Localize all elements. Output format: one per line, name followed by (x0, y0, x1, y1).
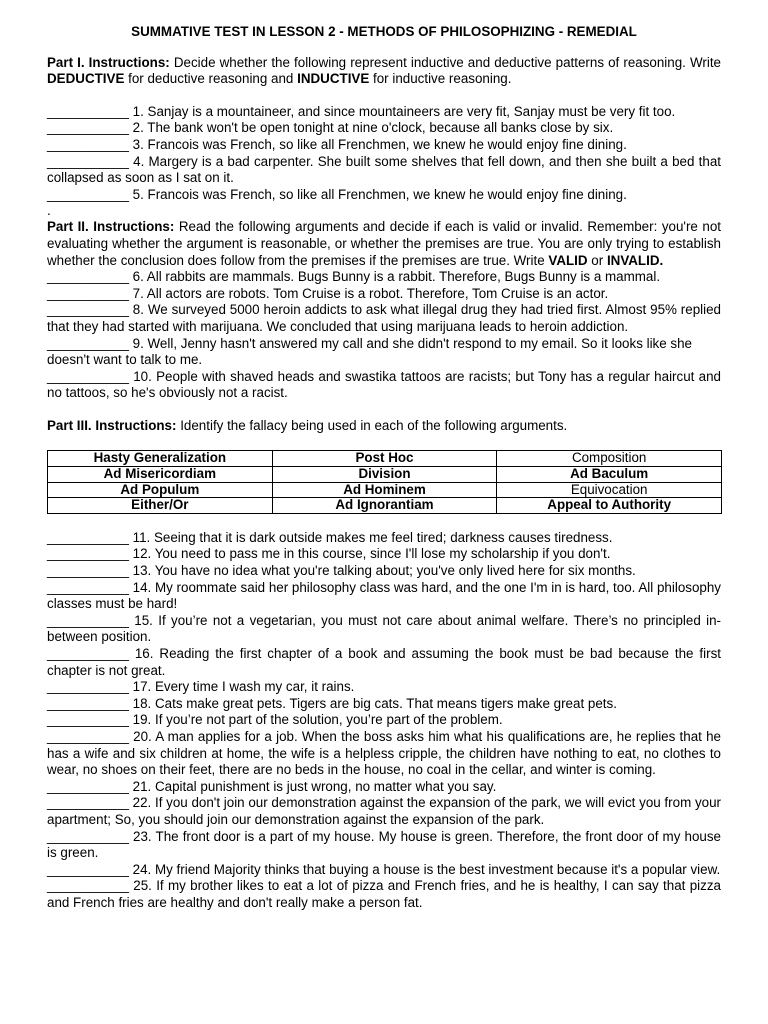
part2-bold-invalid: INVALID. (606, 252, 664, 268)
answer-blank[interactable]: ___________ (47, 646, 129, 661)
question-item (47, 187, 721, 204)
question-text: 3. Francois was French, so like all Frenchmen, we knew he would enjoy fine dining. (128, 136, 627, 152)
question-text: 17. Every time I wash my car, it rains. (128, 679, 355, 695)
question-text: 6. All rabbits are mammals. Bugs Bunny is a rabbit. Therefore, Bugs Bunny is a mammal. (128, 269, 661, 285)
question-text: 22. If you don't join our demonstration against the expansion of the park, we will evict you from your apartment; So, you should join our demonstration against the expansion of the park. (47, 795, 721, 827)
question-item (47, 104, 721, 121)
question-item (47, 829, 721, 862)
question-text: 2. The bank won't be open tonight at nine o'clock, because all banks close by six. (128, 120, 614, 136)
fallacy-cell: Post Hoc (272, 451, 497, 467)
question-item (47, 302, 721, 335)
fallacy-row (48, 451, 722, 467)
part1-instructions (47, 55, 721, 88)
fallacy-cell: Ad Ignorantiam (272, 498, 497, 514)
answer-blank[interactable]: ___________ (47, 285, 129, 301)
fallacy-row (48, 467, 722, 483)
question-text: 25. If my brother likes to eat a lot of pizza and French fries, and he is healthy, I can say that pizza and French fries are healthy and don't really make a person fat. (47, 878, 721, 910)
question-item (47, 352, 721, 369)
fallacy-cell: Division (272, 467, 497, 483)
question-item (47, 679, 721, 696)
part1-text3: for inductive reasoning. (369, 71, 512, 87)
question-text: 4. Margery is a bad carpenter. She built some shelves that fell down, and then she built a bed that collapsed as soon as I sat on it. (47, 153, 721, 186)
part2-instructions (47, 219, 721, 269)
question-text: 14. My roommate said her philosophy class was hard, and the one I'm in is hard, too. All philosophy classes must be hard! (47, 579, 721, 612)
question-item (47, 795, 721, 828)
question-item (47, 546, 721, 563)
part1-bold-inductive: INDUCTIVE (297, 71, 370, 87)
part3-heading: Part III. Instructions: (47, 417, 177, 433)
fallacy-cell: Ad Hominem (272, 482, 497, 498)
question-item (47, 613, 721, 646)
part1-item-list (47, 104, 721, 204)
fallacy-table (47, 450, 722, 513)
part2-bold-valid: VALID (548, 252, 588, 268)
part2-text2: or (587, 252, 607, 268)
question-text: 8. We surveyed 5000 heroin addicts to ask what illegal drug they had tried first. Almost 95% replied that they had started with marijuana. We concluded that using marijuana leads to heroin addiction. (47, 302, 721, 334)
part3-text1: Identify the fallacy being used in each of the following arguments. (176, 417, 568, 433)
answer-blank[interactable]: ___________ (47, 153, 129, 169)
question-text: 9. Well, Jenny hasn't answered my call and she didn't respond to my email. So it looks like she (128, 335, 693, 351)
fallacy-row (48, 482, 722, 498)
answer-blank[interactable]: ___________ (47, 861, 129, 877)
part3-item-list (47, 530, 721, 912)
answer-blank[interactable]: ___________ (47, 563, 129, 579)
question-item (47, 712, 721, 729)
question-text: 7. All actors are robots. Tom Cruise is a robot. Therefore, Tom Cruise is an actor. (128, 285, 609, 301)
fallacy-cell: Composition (497, 451, 722, 467)
part1-bold-deductive: DEDUCTIVE (47, 71, 125, 87)
question-text: 10. People with shaved heads and swastika tattoos are racists; but Tony has a regular haircut and no tattoos, so he's obviously not a racist. (47, 368, 721, 401)
answer-blank[interactable]: ___________ (47, 579, 129, 595)
question-item (47, 729, 721, 779)
answer-blank[interactable]: ___________ (47, 529, 129, 545)
answer-blank[interactable]: ___________ (47, 778, 129, 794)
fallacy-cell: Either/Or (48, 498, 273, 514)
answer-blank[interactable]: ___________ (47, 878, 129, 894)
answer-blank[interactable]: ___________ (47, 136, 129, 152)
question-text: doesn't want to talk to me. (47, 352, 203, 368)
part3-instructions (47, 418, 721, 435)
answer-blank[interactable]: ___________ (47, 368, 129, 384)
answer-blank[interactable]: ___________ (47, 728, 129, 744)
question-text: 5. Francois was French, so like all Frenchmen, we knew he would enjoy fine dining. (128, 186, 627, 202)
answer-blank[interactable]: ___________ (47, 612, 129, 628)
answer-blank[interactable]: ___________ (47, 679, 129, 695)
part1-text2: for deductive reasoning and (124, 71, 298, 87)
question-text: 21. Capital punishment is just wrong, no matter what you say. (128, 778, 497, 794)
fallacy-cell: Equivocation (497, 482, 722, 498)
question-item (47, 120, 721, 137)
part2-text1: Read the following arguments and decide if each is valid or invalid. Remember: you're not evaluating whether the argument is reasonable, or whether the premises are true. You are only trying to establish whether the conclusion does follow from the premises if the premises are true. Write (47, 219, 722, 268)
question-item (47, 336, 721, 353)
fallacy-cell: Ad Baculum (497, 467, 722, 483)
test-document (47, 24, 721, 912)
answer-blank[interactable]: ___________ (47, 828, 129, 844)
fallacy-cell: Hasty Generalization (48, 451, 273, 467)
question-item (47, 862, 721, 879)
question-text: 24. My friend Majority thinks that buying a house is the best investment because it's a popular view. (128, 861, 721, 877)
question-item (47, 269, 721, 286)
answer-blank[interactable]: ___________ (47, 186, 129, 202)
stray-period: . (47, 203, 51, 219)
answer-blank[interactable]: ___________ (47, 269, 129, 285)
answer-blank[interactable]: ___________ (47, 695, 129, 711)
answer-blank[interactable]: ___________ (47, 335, 129, 351)
question-item (47, 779, 721, 796)
question-item (47, 137, 721, 154)
answer-blank[interactable]: ___________ (47, 546, 129, 562)
answer-blank[interactable]: ___________ (47, 302, 129, 318)
document-title: SUMMATIVE TEST IN LESSON 2 - METHODS OF PHILOSOPHIZING - REMEDIAL (131, 24, 637, 39)
answer-blank[interactable]: ___________ (47, 712, 129, 728)
answer-blank[interactable]: ___________ (47, 795, 129, 811)
question-text: 15. If you’re not a vegetarian, you must not care about animal welfare. There’s no principled in-between position. (47, 612, 721, 645)
question-text: 1. Sanjay is a mountaineer, and since mountaineers are very fit, Sanjay must be very fit too. (128, 103, 676, 119)
question-text: 19. If you’re not part of the solution, you’re part of the problem. (128, 712, 503, 728)
part1-text1: Decide whether the following represent inductive and deductive patterns of reasoning. Write (169, 54, 721, 70)
fallacy-cell: Appeal to Authority (497, 498, 722, 514)
question-text: 18. Cats make great pets. Tigers are big cats. That means tigers make great pets. (128, 695, 617, 711)
question-text: 11. Seeing that it is dark outside makes me feel tired; darkness causes tiredness. (128, 529, 613, 545)
question-text: 20. A man applies for a job. When the boss asks him what his qualifications are, he replies that he has a wife and six children at home, the wife is a helpless cripple, the children have nothing to eat, no clothes to wear, no shoes on their feet, there are no beds in the house, no coal in the cellar, and winter is coming. (47, 728, 721, 778)
question-item (47, 580, 721, 613)
part2-item-list (47, 269, 721, 402)
question-item (47, 878, 721, 911)
question-item (47, 154, 721, 187)
question-text: 13. You have no idea what you're talking about; you've only lived here for six months. (128, 563, 636, 579)
question-item (47, 646, 721, 679)
part1-heading: Part I. Instructions: (47, 54, 170, 70)
answer-blank[interactable]: ___________ (47, 120, 129, 136)
fallacy-row (48, 498, 722, 514)
question-text: 23. The front door is a part of my house. My house is green. Therefore, the front door of my house is green. (47, 828, 721, 861)
question-text: 16. Reading the first chapter of a book and assuming the book must be bad because the first chapter is not great. (47, 646, 721, 678)
question-item (47, 696, 721, 713)
question-item (47, 286, 721, 303)
fallacy-cell: Ad Populum (48, 482, 273, 498)
fallacy-cell: Ad Misericordiam (48, 467, 273, 483)
question-text: 12. You need to pass me in this course, since I'll lose my scholarship if you don't. (128, 546, 611, 562)
part2-heading: Part II. Instructions: (47, 219, 175, 235)
question-item (47, 563, 721, 580)
question-item (47, 369, 721, 402)
answer-blank[interactable]: ___________ (47, 103, 129, 119)
question-item (47, 530, 721, 547)
